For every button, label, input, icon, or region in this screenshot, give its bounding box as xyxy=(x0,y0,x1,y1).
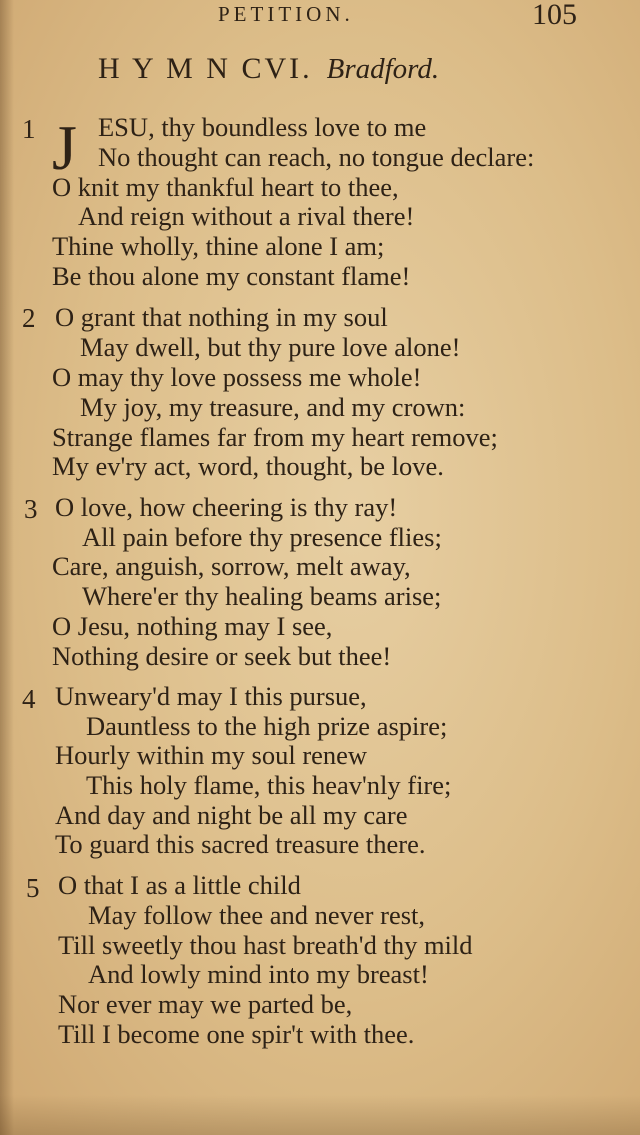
verse-line: Dauntless to the high prize aspire; xyxy=(86,711,448,741)
verse-line: And lowly mind into my breast! xyxy=(88,959,429,989)
hymn-title xyxy=(98,52,439,86)
verse-line: Nor ever may we parted be, xyxy=(58,989,353,1019)
verse-line: Thine wholly, thine alone I am; xyxy=(52,231,385,261)
verse-line: To guard this sacred treasure there. xyxy=(55,829,426,859)
verse-line: Where'er thy healing beams arise; xyxy=(82,581,442,611)
gutter-shadow xyxy=(0,0,14,1135)
verse-line: May dwell, but thy pure love alone! xyxy=(80,332,461,362)
page-number: 105 xyxy=(532,0,577,31)
verse-line: Care, anguish, sorrow, melt away, xyxy=(52,551,411,581)
verse-line: O Jesu, nothing may I see, xyxy=(52,611,333,641)
stanza-number: 2 xyxy=(22,303,36,333)
verse-line: O grant that nothing in my soul xyxy=(55,302,388,332)
stanza-number: 5 xyxy=(26,873,40,903)
verse-line: Nothing desire or seek but thee! xyxy=(52,641,392,671)
stanza-number: 1 xyxy=(22,114,36,144)
verse-line: Unweary'd may I this pursue, xyxy=(55,681,367,711)
verse-line: Strange flames far from my heart remove; xyxy=(52,422,498,452)
verse-line: My joy, my treasure, and my crown: xyxy=(80,392,466,422)
verse-line: ESU, thy boundless love to me xyxy=(98,112,427,142)
verse-line: May follow thee and never rest, xyxy=(88,900,426,930)
drop-cap: J xyxy=(52,112,77,183)
verse-line: All pain before thy presence flies; xyxy=(82,522,442,552)
verse-line: O knit my thankful heart to thee, xyxy=(52,172,399,202)
verse-line: My ev'ry act, word, thought, be love. xyxy=(52,451,444,481)
verse-line: This holy flame, this heav'nly fire; xyxy=(86,770,452,800)
verse-line: O may thy love possess me whole! xyxy=(52,362,422,392)
verse-line: And reign without a rival there! xyxy=(78,201,415,231)
hymn-number: H Y M N CVI. xyxy=(98,52,313,85)
verse-line: Till I become one spir't with thee. xyxy=(58,1019,415,1049)
stanza-number: 4 xyxy=(22,684,36,714)
bottom-shadow xyxy=(0,1095,640,1135)
verse-line: And day and night be all my care xyxy=(55,800,408,830)
verse-line: O that I as a little child xyxy=(58,870,301,900)
stanza-number: 3 xyxy=(24,494,38,524)
verse-line: Till sweetly thou hast breath'd thy mild xyxy=(58,930,473,960)
verse-line: Be thou alone my constant flame! xyxy=(52,261,411,291)
hymn-author: Bradford. xyxy=(326,53,440,85)
running-head: PETITION. xyxy=(218,2,354,26)
verse-line: No thought can reach, no tongue declare: xyxy=(98,142,535,172)
verse-line: O love, how cheering is thy ray! xyxy=(55,492,398,522)
verse-line: Hourly within my soul renew xyxy=(55,740,368,770)
